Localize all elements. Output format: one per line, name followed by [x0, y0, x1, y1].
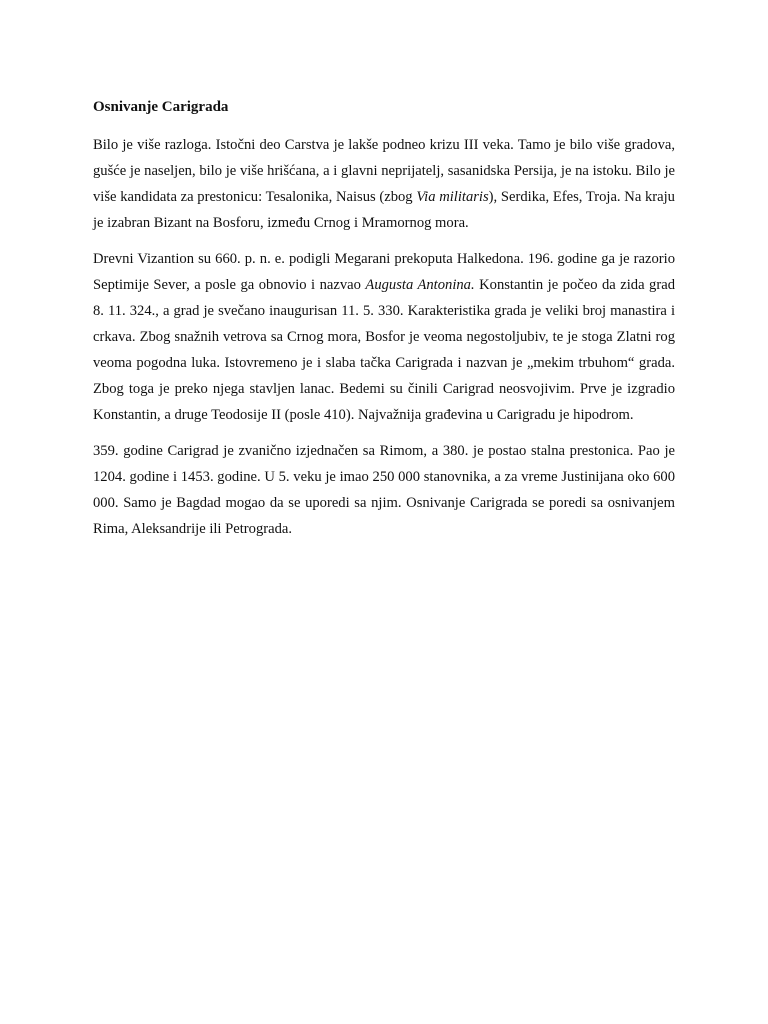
paragraph-3: [93, 438, 675, 542]
document-body: [93, 97, 675, 552]
paragraph-2: [93, 246, 675, 428]
paragraph-2-text-a: Drevni Vizantion su 660. p. n. e. podigli Megarani prekoputa Halkedona. 196. godine ga je razorio Septimije Sever, a posle ga obnovio i nazvao: [93, 251, 675, 293]
paragraph-1: [93, 132, 675, 236]
paragraph-2-text-b: Konstantin je počeo da zida grad 8. 11. 324., a grad je svečano inaugurisan 11. 5. 330. Karakteristika grada je veliki broj manastira i crkava. Zbog snažnih vetrova sa Crnog mora, Bosfor je veoma negostoljubiv, te je stoga Zlatni rog veoma pogodna luka. Istovremeno je i slaba tačka Carigrada i nazvan je „mekim trbuhom“ grada. Zbog toga je preko njega stavljen lanac. Bedemi su činili Carigrad neosvojivim. Prve je izgradio Konstantin, a druge Teodosije II (posle 410). Najvažnija građevina u Carigradu je hipodrom.: [93, 277, 675, 423]
paragraph-1-text-a: Bilo je više razloga. Istočni deo Carstva je lakše podneo krizu III veka. Tamo je bilo više gradova, gušće je naseljen, bilo je više hrišćana, a i glavni neprijatelj, sasanidska Persija, je na istoku. Bilo je više kandidata za prestonicu: Tesalonika, Naisus (zbog: [93, 137, 675, 205]
paragraph-1-text-b: ), Serdika, Efes, Troja. Na kraju je izabran Bizant na Bosforu, između Crnog i Mramornog mora.: [93, 189, 675, 231]
paragraph-1-italic-term: Via militaris: [416, 189, 489, 205]
paragraph-3-text: 359. godine Carigrad je zvanično izjednačen sa Rimom, a 380. je postao stalna prestonica. Pao je 1204. godine i 1453. godine. U 5. veku je imao 250 000 stanovnika, a za vreme Justinijana oko 600 000. Samo je Bagdad mogao da se uporedi sa njim. Osnivanje Carigrada se poredi sa osnivanjem Rima, Aleksandrije ili Petrograda.: [93, 443, 675, 537]
paragraph-2-italic-term: Augusta Antonina.: [365, 277, 475, 293]
document-title: Osnivanje Carigrada: [93, 99, 229, 115]
